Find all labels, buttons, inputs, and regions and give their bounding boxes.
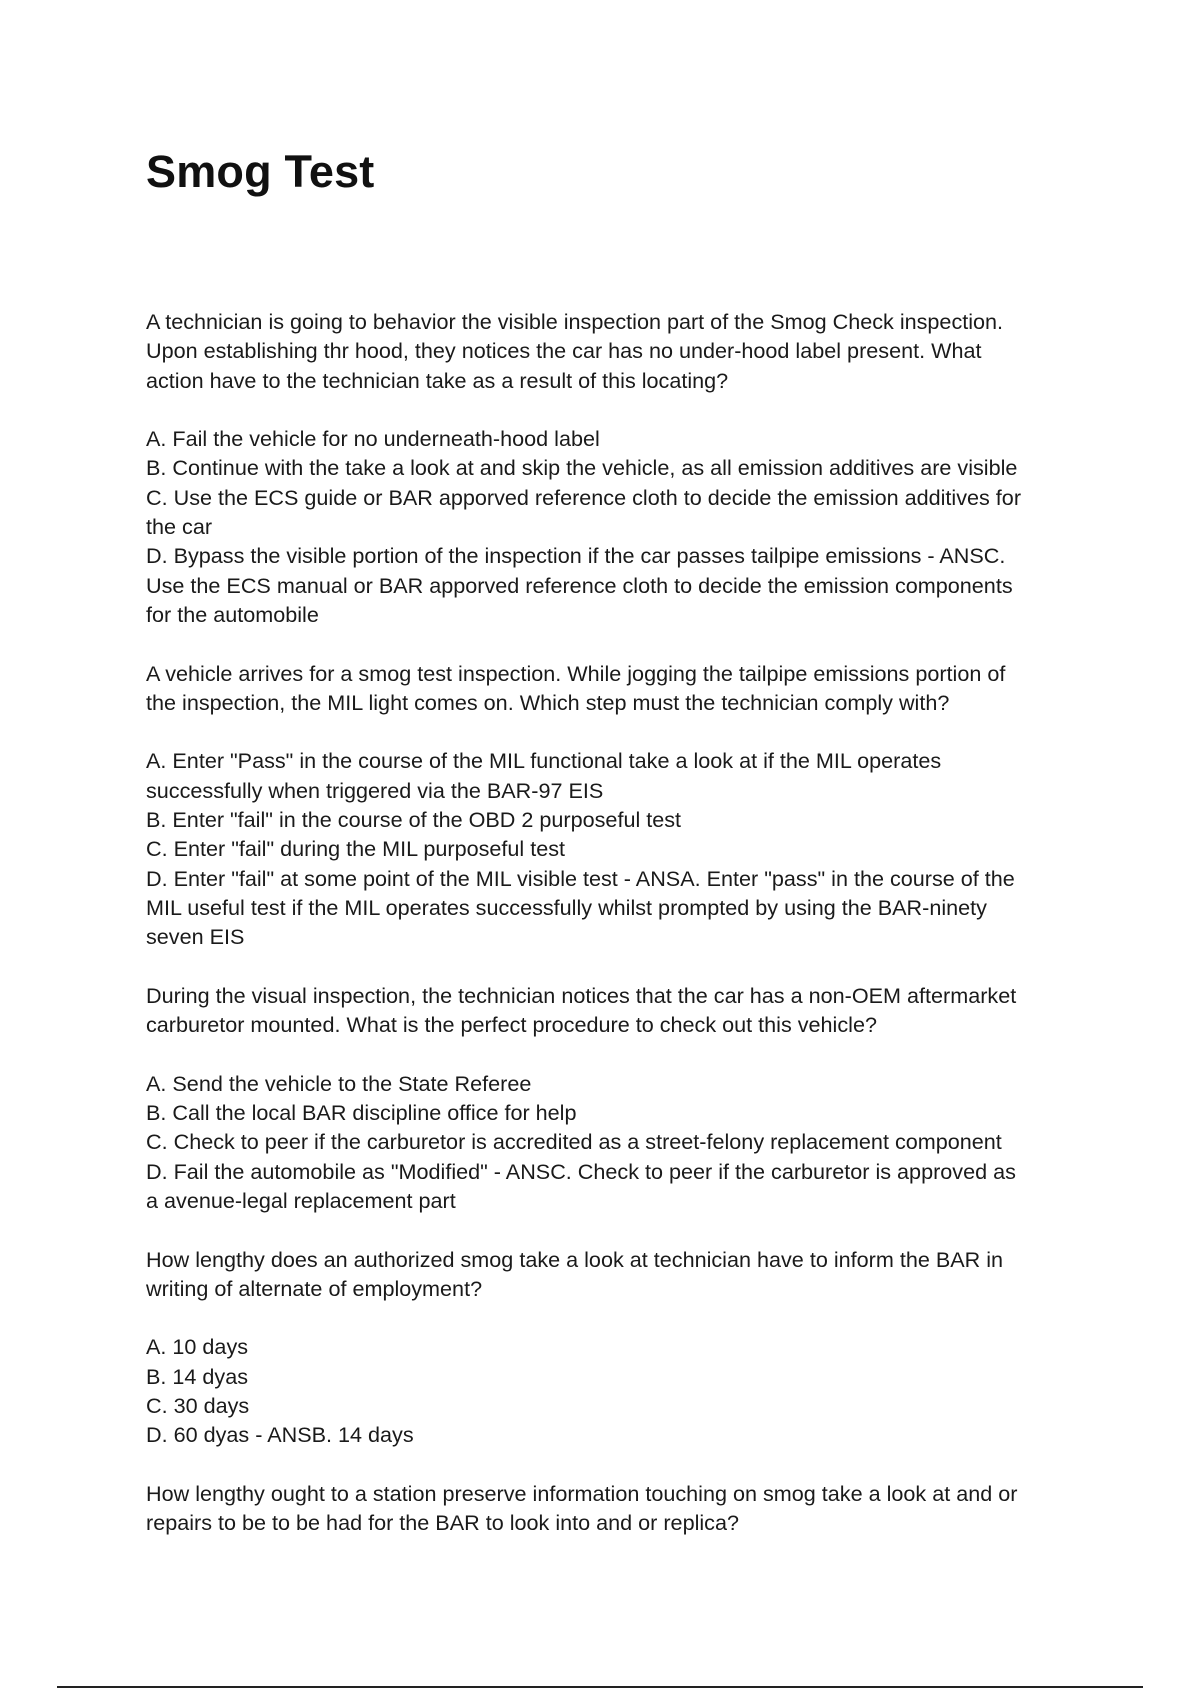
question-5: [146, 1479, 1056, 1538]
question-2: [146, 659, 1056, 718]
text-line: Upon establishing thr hood, they notices the car has no under-hood label present. What: [146, 338, 982, 364]
option-line: a avenue-legal replacement part: [146, 1187, 456, 1213]
option-line: successfully when triggered via the BAR-97 EIS: [146, 777, 604, 803]
option-line: A. Send the vehicle to the State Referee: [146, 1070, 532, 1096]
question-3-options: [146, 1069, 1056, 1215]
option-line: D. Fail the automobile as "Modified" - ANSC. Check to peer if the carburetor is approved as: [146, 1158, 1016, 1184]
option-line: seven EIS: [146, 924, 245, 950]
text-line: A technician is going to behavior the visible inspection part of the Smog Check inspection.: [146, 309, 1004, 334]
option-line: B. Call the local BAR discipline office for help: [146, 1100, 577, 1126]
option-line: D. Bypass the visible portion of the inspection if the car passes tailpipe emissions - ANSC.: [146, 543, 1006, 569]
text-line: How lengthy ought to a station preserve information touching on smog take a look at and or: [146, 1480, 1018, 1506]
page-title: Smog Test: [146, 146, 375, 197]
option-line: C. Enter "fail" during the MIL purposeful test: [146, 836, 566, 862]
option-line: A. 10 days: [146, 1334, 249, 1360]
option-line: C. 30 days: [146, 1392, 250, 1418]
text-line: writing of alternate of employment?: [146, 1275, 483, 1301]
text-line: action have to the technician take as a result of this locating?: [146, 367, 729, 393]
option-line: A. Fail the vehicle for no underneath-hood label: [146, 426, 600, 452]
question-2-options: [146, 746, 1056, 951]
option-line: A. Enter "Pass" in the course of the MIL functional take a look at if the MIL operates: [146, 748, 942, 774]
question-3: [146, 981, 1056, 1040]
option-line: D. Enter "fail" at some point of the MIL visible test - ANSA. Enter "pass" in the course of the: [146, 865, 1015, 891]
option-line: B. Enter "fail" in the course of the OBD 2 purposeful test: [146, 807, 682, 833]
option-line: for the automobile: [146, 601, 319, 627]
page-bottom-divider: [57, 1686, 1143, 1688]
option-line: D. 60 dyas - ANSB. 14 days: [146, 1422, 414, 1448]
option-line: the car: [146, 514, 213, 540]
question-4-options: [146, 1332, 1056, 1449]
text-line: the inspection, the MIL light comes on. Which step must the technician comply with?: [146, 689, 950, 715]
question-1-options: [146, 424, 1056, 629]
text-line: How lengthy does an authorized smog take a look at technician have to inform the BAR in: [146, 1246, 1004, 1272]
option-line: B. Continue with the take a look at and skip the vehicle, as all emission additives are visible: [146, 455, 1018, 481]
option-line: C. Check to peer if the carburetor is accredited as a street-felony replacement component: [146, 1129, 1002, 1155]
text-line: repairs to be to be had for the BAR to look into and or replica?: [146, 1510, 739, 1536]
text-line: A vehicle arrives for a smog test inspection. While jogging the tailpipe emissions portion of: [146, 660, 1006, 686]
option-line: B. 14 dyas: [146, 1363, 249, 1389]
option-line: C. Use the ECS guide or BAR apporved reference cloth to decide the emission additives for: [146, 484, 1022, 510]
option-line: Use the ECS manual or BAR apporved reference cloth to decide the emission components: [146, 572, 1013, 598]
question-4: [146, 1245, 1056, 1304]
text-line: carburetor mounted. What is the perfect procedure to check out this vehicle?: [146, 1012, 877, 1038]
document-body: [146, 307, 1056, 1567]
question-1: [146, 307, 1056, 395]
text-line: During the visual inspection, the technician notices that the car has a non-OEM aftermarket: [146, 982, 1017, 1008]
option-line: MIL useful test if the MIL operates successfully whilst prompted by using the BAR-ninety: [146, 894, 987, 920]
